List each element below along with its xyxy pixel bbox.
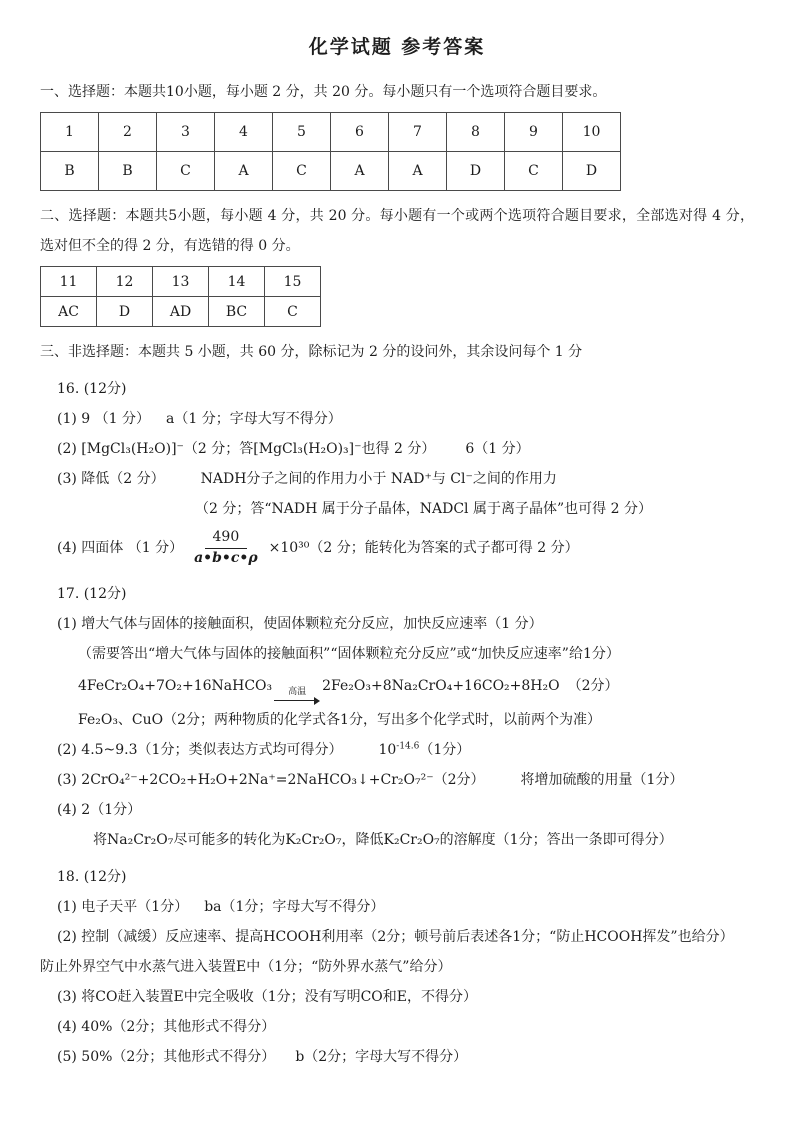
q17-item-1-substances: Fe₂O₃、CuO（2分；两种物质的化学式各1分，写出多个化学式时，以前两个为准）	[78, 712, 601, 728]
section1-intro: 一、选择题：本题共10小题，每小题 2 分，共 20 分。每小题只有一个选项符合题目要求。	[40, 84, 607, 100]
section1-answer-row	[41, 152, 621, 191]
answer-cell: A	[389, 152, 447, 191]
equation-reactants: 4FeCr₂O₄+7O₂+16NaHCO₃	[78, 678, 273, 694]
q17-item3-second-answer: 将增加硫酸的用量（1分）	[520, 772, 684, 788]
question-number-cell: 7	[389, 113, 447, 152]
q16-item4-score-note: （2 分；能转化为答案的式子都可得 2 分）	[309, 540, 579, 556]
q16-item1-second-answer: a（1 分；字母大写不得分）	[166, 411, 342, 427]
q18-item-3: (3) 将CO赶入装置E中完全吸收（1分；没有写明CO和E，不得分）	[57, 989, 478, 1005]
section3-intro: 三、非选择题：本题共 5 小题，共 60 分，除标记为 2 分的设问外，其余设问每个 1 分	[40, 344, 583, 360]
fraction-numerator: 490	[205, 529, 248, 549]
q17-item-4	[40, 795, 754, 855]
question-number-cell: 15	[265, 267, 321, 297]
answer-cell: AC	[41, 297, 97, 327]
q18-item1-answer: (1) 电子天平（1分）	[57, 899, 189, 915]
section2-number-row	[41, 267, 321, 297]
reaction-arrow	[274, 687, 320, 705]
fraction-denominator: a•b•c•ρ	[194, 549, 258, 566]
q18-item-1	[40, 892, 754, 922]
q18-item5-answer: (5) 50%（2分；其他形式不得分）	[57, 1049, 276, 1065]
q18-item-4: (4) 40%（2分；其他形式不得分）	[57, 1019, 276, 1035]
question-number-cell: 11	[41, 267, 97, 297]
q17-chemical-equation	[40, 669, 754, 705]
q17-item4-answer: (4) 2（1分）	[57, 802, 142, 818]
q17-item-1-note: （需要答出“增大气体与固体的接触面积”“固体颗粒充分反应”或“加快反应速率”给1分）	[78, 646, 620, 662]
question-number-cell: 8	[447, 113, 505, 152]
q17-item2-value	[378, 742, 470, 758]
q18-item-5	[40, 1042, 754, 1072]
answer-cell: D	[97, 297, 153, 327]
q16-item-3-note: （2 分；答“NADH 属于分子晶体，NADCl 属于离子晶体”也可得 2 分）	[195, 501, 652, 517]
value-base: 10	[378, 742, 397, 758]
q17-item-3	[40, 765, 754, 795]
q16-item1-answer: (1) 9 （1 分）	[57, 411, 150, 427]
question-18	[40, 862, 754, 1072]
question-number-cell: 12	[97, 267, 153, 297]
answer-cell: AD	[153, 297, 209, 327]
question-number-cell: 14	[209, 267, 265, 297]
answer-cell: C	[157, 152, 215, 191]
answer-cell: D	[563, 152, 621, 191]
equation-products: 2Fe₂O₃+8Na₂CrO₄+16CO₂+8H₂O	[322, 678, 560, 694]
q17-item3-equation: (3) 2CrO₄²⁻+2CO₂+H₂O+2Na⁺=2NaHCO₃↓+Cr₂O₇²⁻（2分）	[57, 772, 485, 788]
arrow-shaft	[274, 697, 320, 705]
q18-item-2-continued: 防止外界空气中水蒸气进入装置E中（1分；“防外界水蒸气”给分）	[40, 959, 452, 975]
answer-cell: C	[265, 297, 321, 327]
question-number-cell: 3	[157, 113, 215, 152]
answer-cell: A	[331, 152, 389, 191]
answer-cell: D	[447, 152, 505, 191]
reaction-condition: 高温	[288, 687, 307, 697]
q18-heading: 18. (12分)	[57, 869, 127, 885]
q16-heading: 16. (12分)	[57, 381, 127, 397]
question-16	[40, 374, 754, 572]
question-number-cell: 10	[563, 113, 621, 152]
q16-item4-answer: (4) 四面体 （1 分）	[57, 540, 184, 556]
question-number-cell: 6	[331, 113, 389, 152]
section1-number-row	[41, 113, 621, 152]
q17-heading: 17. (12分)	[57, 586, 127, 602]
q18-item5-second-answer: b（2分；字母大写不得分）	[295, 1049, 468, 1065]
q16-item-2	[40, 434, 754, 464]
page-title: 化学试题 参考答案	[308, 36, 486, 58]
section2-answer-table	[40, 266, 321, 327]
answer-cell: C	[505, 152, 563, 191]
question-number-cell: 13	[153, 267, 209, 297]
answer-cell: BC	[209, 297, 265, 327]
question-number-cell: 2	[99, 113, 157, 152]
answer-cell: A	[215, 152, 273, 191]
question-number-cell: 5	[273, 113, 331, 152]
equation-score: （2分）	[567, 678, 619, 694]
value-score: （1分）	[419, 742, 471, 758]
fraction-490-over-abc-rho	[186, 529, 266, 567]
section2-answer-row	[41, 297, 321, 327]
answer-cell: B	[99, 152, 157, 191]
q17-item-2	[40, 735, 754, 765]
question-number-cell: 1	[41, 113, 99, 152]
section2-intro: 二、选择题：本题共5小题，每小题 4 分，共 20 分。每小题有一个或两个选项符合题目要求，全部选对得 4 分，选对但不全的得 2 分，有选错的得 0 分。	[40, 208, 754, 254]
q16-item2-second-answer: 6（1 分）	[465, 441, 530, 457]
answer-cell: B	[41, 152, 99, 191]
question-17	[40, 579, 754, 855]
question-number-cell: 4	[215, 113, 273, 152]
q18-item1-second-answer: ba（1分；字母大写不得分）	[204, 899, 385, 915]
section1-answer-table	[40, 112, 621, 191]
q17-item-1: (1) 增大气体与固体的接触面积，使固体颗粒充分反应，加快反应速率（1 分）	[57, 616, 543, 632]
q17-item4-explanation: 将Na₂Cr₂O₇尽可能多的转化为K₂Cr₂O₇，降低K₂Cr₂O₇的溶解度（1分；答出一条即可得分）	[93, 832, 673, 848]
answer-cell: C	[273, 152, 331, 191]
q16-item4-multiplier: ×10³⁰	[268, 540, 310, 556]
q16-item-1	[40, 404, 754, 434]
question-number-cell: 9	[505, 113, 563, 152]
q17-item2-answer: (2) 4.5~9.3（1分；类似表达方式均可得分）	[57, 742, 343, 758]
q16-item-3	[40, 464, 754, 494]
q16-item3-explanation: NADH分子之间的作用力小于 NAD⁺与 Cl⁻之间的作用力	[200, 471, 557, 487]
q16-item3-answer: (3) 降低（2 分）	[57, 471, 165, 487]
q16-item2-answer: (2) [MgCl₃(H₂O)]⁻（2 分；答[MgCl₃(H₂O)₃]⁻也得 2 分）	[57, 441, 436, 457]
q16-item-4	[40, 524, 754, 572]
value-exponent: -14.6	[396, 741, 420, 752]
q18-item-2: (2) 控制（减缓）反应速率、提高HCOOH利用率（2分；顿号前后表述各1分；“防止HCOOH挥发”也给分）	[57, 929, 734, 945]
